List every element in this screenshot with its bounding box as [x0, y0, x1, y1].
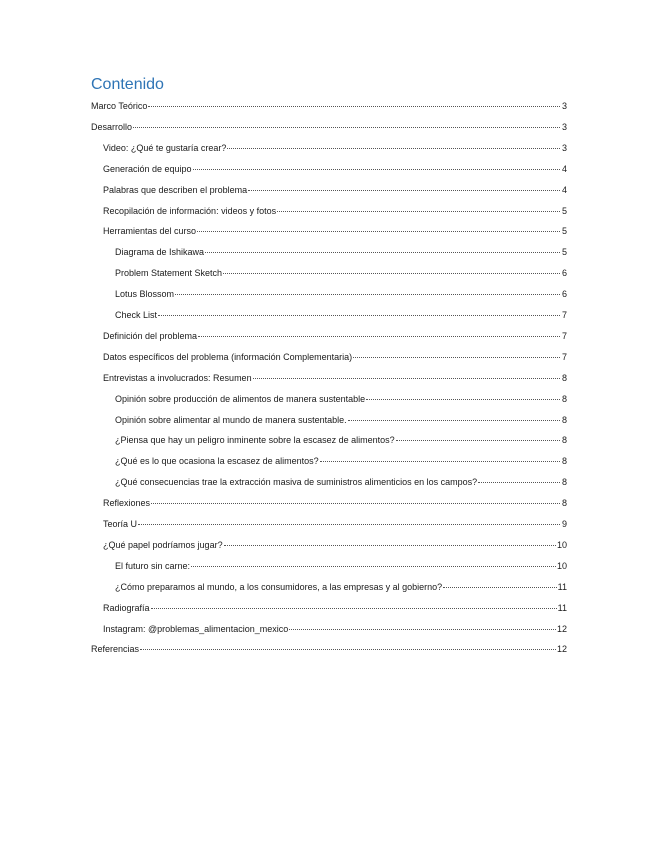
- toc-dot-leader: [140, 649, 556, 650]
- toc-entry-text: Definición del problema: [103, 330, 198, 341]
- toc-entry[interactable]: [115, 246, 567, 258]
- toc-entry[interactable]: [115, 393, 567, 405]
- toc-dot-leader: [151, 608, 557, 609]
- toc-entry[interactable]: [115, 414, 567, 426]
- toc-dot-leader: [443, 587, 556, 588]
- toc-page-number: 8: [561, 414, 567, 425]
- toc-entry[interactable]: [103, 372, 567, 384]
- toc-title: Contenido: [91, 76, 164, 93]
- toc-page-number: 11: [557, 602, 567, 613]
- toc-page-number: 3: [561, 121, 567, 132]
- toc-entry-text: Opinión sobre producción de alimentos de manera sustentable: [115, 393, 366, 404]
- toc-dot-leader: [478, 482, 560, 483]
- toc-dot-leader: [223, 273, 560, 274]
- toc-page-number: 6: [561, 268, 567, 279]
- toc-page-number: 8: [561, 393, 567, 404]
- toc-dot-leader: [175, 294, 560, 295]
- toc-entry[interactable]: [103, 163, 567, 175]
- toc-page-number: 5: [561, 247, 567, 258]
- toc-entry-text: ¿Cómo preparamos al mundo, a los consumidores, a las empresas y al gobierno?: [115, 581, 443, 592]
- toc-dot-leader: [348, 420, 560, 421]
- toc-entry-text: ¿Piensa que hay un peligro inminente sobre la escasez de alimentos?: [115, 435, 395, 446]
- toc-entry-text: Desarrollo: [91, 121, 133, 132]
- toc-entry[interactable]: [103, 225, 567, 237]
- toc-entry-text: Instagram: @problemas_alimentacion_mexico: [103, 623, 289, 634]
- toc-dot-leader: [133, 127, 560, 128]
- toc-dot-leader: [224, 545, 556, 546]
- toc-page-number: 9: [561, 519, 567, 529]
- toc-entry[interactable]: [91, 121, 567, 133]
- toc-dot-leader: [289, 629, 556, 630]
- toc-dot-leader: [366, 399, 560, 400]
- toc-entry[interactable]: [115, 309, 567, 321]
- toc-entry[interactable]: [115, 288, 567, 300]
- toc-page-number: 7: [561, 330, 567, 341]
- toc-page-number: 3: [561, 101, 567, 111]
- toc-entry[interactable]: [103, 623, 567, 635]
- toc-entry[interactable]: [103, 602, 567, 614]
- toc-dot-leader: [193, 169, 560, 170]
- toc-page-number: 4: [561, 163, 567, 174]
- toc-entry-text: ¿Qué consecuencias trae la extracción masiva de suministros alimenticios en los campos?: [115, 477, 478, 488]
- toc-dot-leader: [191, 566, 556, 567]
- toc-entry-text: Entrevistas a involucrados: Resumen: [103, 372, 252, 383]
- toc-entry[interactable]: [115, 434, 567, 446]
- toc-page-number: 4: [561, 184, 567, 195]
- toc-page-number: 6: [561, 289, 567, 300]
- toc-entry-text: Herramientas del curso: [103, 226, 197, 237]
- toc-dot-leader: [151, 503, 560, 504]
- toc-entry[interactable]: [103, 184, 567, 196]
- toc-entry-text: Datos específicos del problema (información Complementaria): [103, 351, 353, 362]
- toc-dot-leader: [277, 211, 560, 212]
- toc-entry-text: Marco Teórico: [91, 101, 148, 111]
- toc-entry-text: Generación de equipo: [103, 163, 192, 174]
- toc-entry[interactable]: [103, 351, 567, 363]
- toc-page-number: 12: [556, 623, 567, 634]
- toc-entry[interactable]: [115, 267, 567, 279]
- toc-entry[interactable]: [103, 205, 567, 217]
- toc-page-number: 10: [556, 560, 567, 571]
- toc-entry-text: Teoría U: [103, 519, 138, 529]
- toc-dot-leader: [158, 315, 560, 316]
- toc-entry[interactable]: [115, 476, 567, 488]
- toc-page-number: 3: [561, 142, 567, 153]
- toc-dot-leader: [253, 378, 560, 379]
- toc-entry-text: Recopilación de información: videos y fotos: [103, 205, 277, 216]
- toc-dot-leader: [248, 190, 560, 191]
- toc-dot-leader: [138, 524, 560, 525]
- toc-entry[interactable]: [103, 497, 567, 509]
- toc-page-number: 10: [556, 539, 567, 550]
- toc-dot-leader: [198, 336, 560, 337]
- toc-entry[interactable]: [115, 560, 567, 572]
- toc-page-number: 8: [561, 456, 567, 467]
- toc-page-number: 5: [561, 205, 567, 216]
- toc-entry-text: Diagrama de Ishikawa: [115, 247, 205, 258]
- toc-entry-text: Video: ¿Qué te gustaría crear?: [103, 142, 227, 153]
- toc-dot-leader: [205, 252, 560, 253]
- toc-entry[interactable]: [103, 518, 567, 530]
- toc-entry-text: Lotus Blossom: [115, 289, 175, 300]
- toc-page-number: 11: [557, 581, 567, 592]
- toc-entry-text: ¿Qué papel podríamos jugar?: [103, 539, 223, 550]
- toc-page-number: 8: [561, 372, 567, 383]
- toc-dot-leader: [197, 231, 560, 232]
- toc-entry-text: ¿Qué es lo que ocasiona la escasez de alimentos?: [115, 456, 319, 467]
- toc-entry-text: Palabras que describen el problema: [103, 184, 248, 195]
- toc-dot-leader: [148, 106, 560, 107]
- toc-entry[interactable]: [103, 539, 567, 551]
- toc-entry[interactable]: [115, 581, 567, 593]
- toc-page-number: 12: [556, 644, 567, 655]
- toc-entry-text: Radiografía: [103, 602, 150, 613]
- toc-page-number: 7: [561, 351, 567, 362]
- toc-entry[interactable]: [103, 142, 567, 154]
- toc-entry-text: Problem Statement Sketch: [115, 268, 223, 279]
- toc-page-number: 8: [561, 498, 567, 509]
- toc-page-number: 8: [561, 435, 567, 446]
- toc-entry-text: Referencias: [91, 644, 140, 655]
- toc-entry-text: Opinión sobre alimentar al mundo de manera sustentable.: [115, 414, 347, 425]
- toc-entry[interactable]: [91, 100, 567, 112]
- toc-entry-text: Reflexiones: [103, 498, 151, 509]
- toc-entry[interactable]: [115, 455, 567, 467]
- toc-page-number: 8: [561, 477, 567, 488]
- toc-dot-leader: [320, 461, 560, 462]
- toc-entry-text: El futuro sin carne:: [115, 560, 191, 571]
- toc-entry[interactable]: [103, 330, 567, 342]
- toc-dot-leader: [353, 357, 560, 358]
- toc-entry[interactable]: [91, 643, 567, 655]
- toc-dot-leader: [227, 148, 560, 149]
- toc-page-number: 7: [561, 310, 567, 320]
- toc-dot-leader: [396, 440, 560, 441]
- toc-page-number: 5: [561, 226, 567, 237]
- toc-entry-text: Check List: [115, 310, 158, 320]
